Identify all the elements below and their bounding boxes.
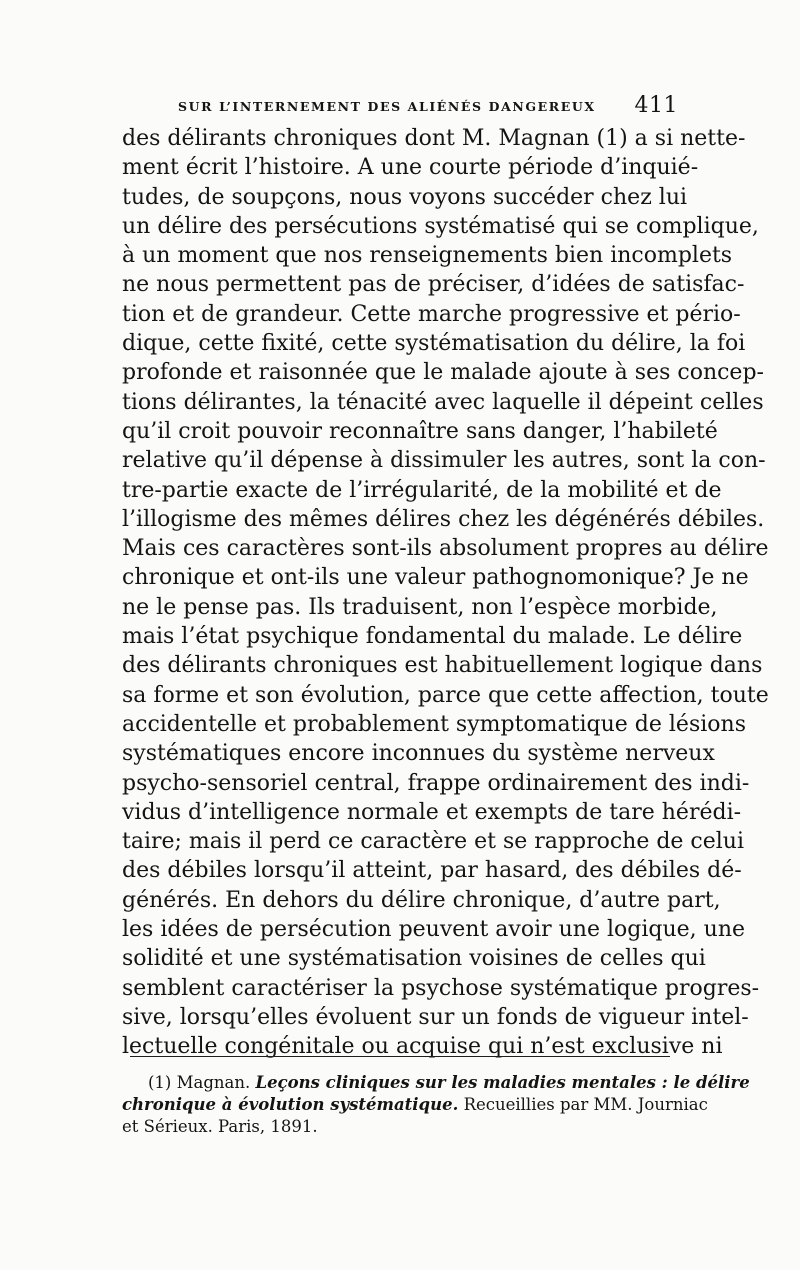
text-line: des délirants chroniques est habituellement logique dans bbox=[122, 653, 763, 679]
running-head bbox=[178, 93, 682, 123]
text-line: profonde et raisonnée que le malade ajoute à ses concep- bbox=[122, 360, 764, 386]
text-line: systématiques encore inconnues du système nerveux bbox=[122, 741, 715, 767]
text-line: taire; mais il perd ce caractère et se rapproche de celui bbox=[122, 829, 745, 855]
footnote-marker: (1) Magnan. bbox=[148, 1073, 251, 1092]
text-line: mais l’état psychique fondamental du malade. Le délire bbox=[122, 624, 743, 650]
text-line: générés. En dehors du délire chronique, d’autre part, bbox=[122, 887, 721, 913]
text-line: solidité et une systématisation voisines de celles qui bbox=[122, 946, 706, 972]
footnote-rule bbox=[130, 1056, 670, 1057]
running-title: SUR L’INTERNEMENT DES ALIÉNÉS DANGEREUX bbox=[178, 99, 596, 114]
text-line: sive, lorsqu’elles évoluent sur un fonds de vigueur intel- bbox=[122, 1004, 749, 1030]
footnote-line-1 bbox=[122, 1072, 750, 1094]
footnote-work-title: Leçons cliniques sur les maladies mentales : le délire bbox=[255, 1073, 750, 1092]
footnote-editors: Recueillies par MM. Journiac bbox=[463, 1095, 708, 1114]
text-line: tre-partie exacte de l’irrégularité, de la mobilité et de bbox=[122, 477, 722, 503]
text-line: dique, cette fixité, cette systématisation du délire, la foi bbox=[122, 331, 746, 357]
text-line: ne le pense pas. Ils traduisent, non l’espèce morbide, bbox=[122, 594, 718, 620]
text-line: tion et de grandeur. Cette marche progressive et pério- bbox=[122, 301, 741, 327]
text-line: vidus d’intelligence normale et exempts de tare hérédi- bbox=[122, 799, 742, 825]
page-number: 411 bbox=[634, 93, 678, 118]
text-line: qu’il croit pouvoir reconnaître sans danger, l’habileté bbox=[122, 418, 718, 444]
footnote-line-2 bbox=[122, 1094, 708, 1116]
text-line: lectuelle congénitale ou acquise qui n’est exclusive ni bbox=[122, 1034, 723, 1060]
text-line: accidentelle et probablement symptomatique de lésions bbox=[122, 711, 746, 737]
text-line: tions délirantes, la ténacité avec laquelle il dépeint celles bbox=[122, 389, 764, 415]
footnote-work-subtitle: chronique à évolution systématique. bbox=[122, 1095, 459, 1114]
text-line: Mais ces caractères sont-ils absolument propres au délire bbox=[122, 536, 769, 562]
text-line: un délire des persécutions systématisé qui se complique, bbox=[122, 213, 759, 239]
text-line: à un moment que nos renseignements bien incomplets bbox=[122, 243, 733, 269]
text-line: chronique et ont-ils une valeur pathognomonique? Je ne bbox=[122, 565, 749, 591]
text-line: tudes, de soupçons, nous voyons succéder chez lui bbox=[122, 184, 688, 210]
text-line: les idées de persécution peuvent avoir une logique, une bbox=[122, 917, 746, 943]
footnote-line-3: et Sérieux. Paris, 1891. bbox=[122, 1117, 318, 1136]
text-line: l’illogisme des mêmes délires chez les dégénérés débiles. bbox=[122, 506, 765, 532]
text-line: sa forme et son évolution, parce que cette affection, toute bbox=[122, 682, 769, 708]
text-line: psycho-sensoriel central, frappe ordinairement des indi- bbox=[122, 770, 750, 796]
text-line: semblent caractériser la psychose systématique progres- bbox=[122, 975, 760, 1001]
text-line: relative qu’il dépense à dissimuler les autres, sont la con- bbox=[122, 448, 766, 474]
text-line: des délirants chroniques dont M. Magnan (1) a si nette- bbox=[122, 126, 746, 151]
body-text bbox=[122, 124, 769, 1062]
text-line: des débiles lorsqu’il atteint, par hasard, des débiles dé- bbox=[122, 858, 742, 884]
text-line: ment écrit l’histoire. A une courte période d’inquié- bbox=[122, 155, 699, 181]
footnote bbox=[122, 1072, 750, 1138]
text-line: ne nous permettent pas de préciser, d’idées de satisfac- bbox=[122, 272, 745, 298]
